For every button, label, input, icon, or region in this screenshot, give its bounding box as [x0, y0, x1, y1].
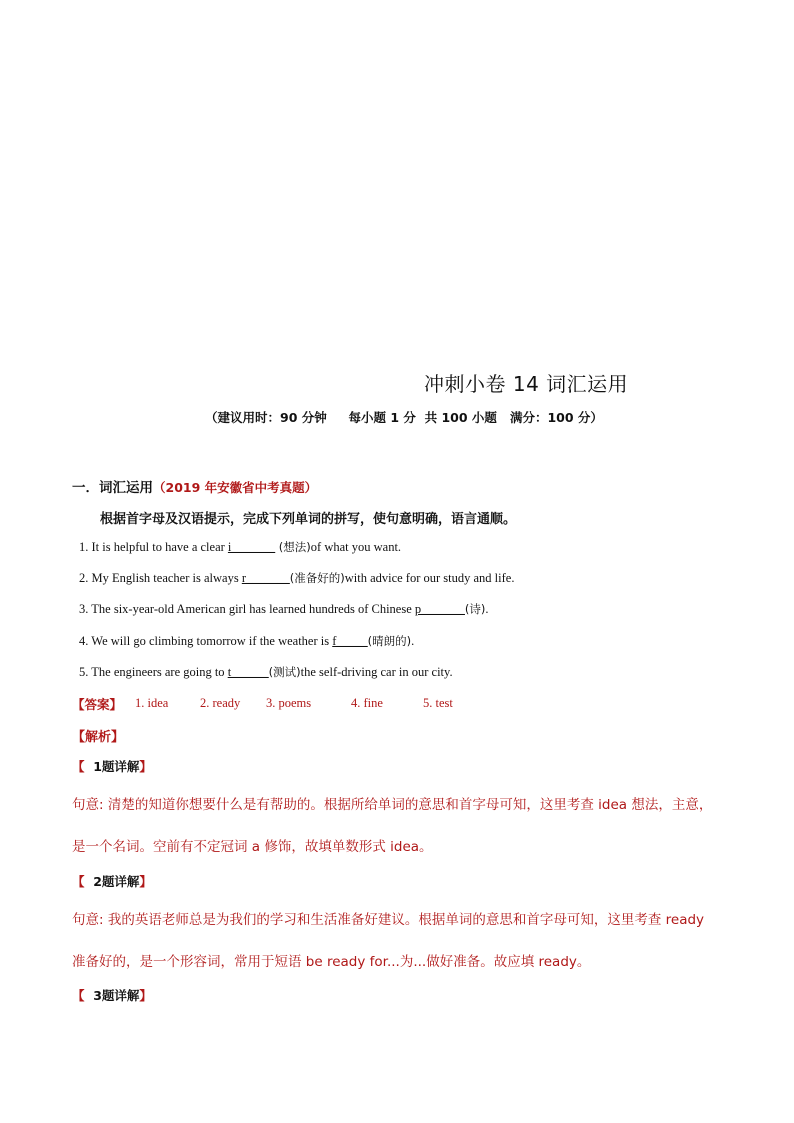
answer-label: 【答案】 — [72, 697, 123, 712]
question-hint: (准备好的) — [289, 571, 345, 585]
question-blank: r_______ — [241, 571, 290, 585]
question-blank: p_______ — [414, 602, 465, 616]
section-source: （2019 年安徽省中考真题） — [153, 480, 318, 495]
question-3 — [79, 601, 489, 617]
detail-label-1 — [72, 757, 152, 775]
bracket-open: 【 — [72, 874, 85, 889]
bracket-close: 】 — [139, 874, 152, 889]
section-instruction: 根据首字母及汉语提示，完成下列单词的拼写，使句意明确，语言通顺。 — [100, 512, 517, 527]
question-text-end: . — [411, 634, 415, 648]
analysis-label: 【解析】 — [72, 730, 125, 745]
section-heading — [72, 476, 317, 496]
answer-item-2: 2. ready — [200, 696, 241, 710]
question-text: 5. The engineers are going to — [79, 665, 228, 679]
detail-1-line-1: 句意: 清楚的知道你想要什么是有帮助的。根据所给单词的意思和首字母可知，这里考查 idea 想法，主意， — [72, 797, 713, 813]
detail-label-text: 1题详解 — [84, 759, 140, 774]
section-heading-text: 一．词汇运用 — [72, 480, 153, 496]
question-text-end: of what you want. — [310, 540, 402, 554]
answer-item-3: 3. poems — [266, 696, 312, 710]
question-4 — [79, 633, 414, 649]
question-hint: (诗) — [464, 602, 486, 616]
bracket-close: 】 — [139, 988, 152, 1003]
answer-row — [72, 695, 453, 713]
question-text: 3. The six-year-old American girl has learned hundreds of Chinese — [79, 602, 415, 616]
bracket-open: 【 — [72, 988, 85, 1003]
question-text: 4. We will go climbing tomorrow if the weather is — [79, 634, 333, 648]
question-blank: i_______ — [227, 540, 276, 554]
page-title: 冲刺小卷 14 词汇运用 — [424, 372, 629, 396]
question-text-end: . — [485, 602, 489, 616]
answer-item-5: 5. test — [423, 696, 453, 710]
question-blank: f_____ — [332, 634, 368, 648]
question-2 — [79, 570, 514, 586]
question-text-end: the self-driving car in our city. — [300, 665, 453, 679]
question-text: 1. It is helpful to have a clear — [79, 540, 228, 554]
detail-1-line-2: 是一个名词。空前有不定冠词 a 修饰，故填单数形式 idea。 — [72, 839, 433, 855]
detail-label-3 — [72, 986, 152, 1004]
question-hint: (想法) — [275, 540, 311, 554]
bracket-close: 】 — [139, 759, 152, 774]
bracket-open: 【 — [72, 759, 85, 774]
detail-label-2 — [72, 872, 152, 890]
detail-2-line-2: 准备好的，是一个形容词，常用于短语 be ready for...为...做好准备。故应填 ready。 — [72, 954, 591, 970]
detail-2-line-1: 句意: 我的英语老师总是为我们的学习和生活准备好建议。根据单词的意思和首字母可知，这里考查 ready — [72, 912, 705, 928]
question-hint: (晴朗的) — [367, 634, 412, 648]
detail-label-text: 2题详解 — [84, 874, 140, 889]
page-subtitle: （建议用时：90 分钟 每小题 1 分 共 100 小题 满分：100 分） — [205, 410, 603, 425]
detail-label-text: 3题详解 — [84, 988, 140, 1003]
question-text: 2. My English teacher is always — [79, 571, 242, 585]
question-1 — [79, 539, 401, 555]
answer-item-1: 1. idea — [135, 696, 169, 710]
question-5 — [79, 664, 453, 680]
question-hint: (测试) — [268, 665, 301, 679]
question-blank: t______ — [227, 665, 269, 679]
answer-item-4: 4. fine — [351, 696, 383, 710]
question-text-end: with advice for our study and life. — [344, 571, 515, 585]
